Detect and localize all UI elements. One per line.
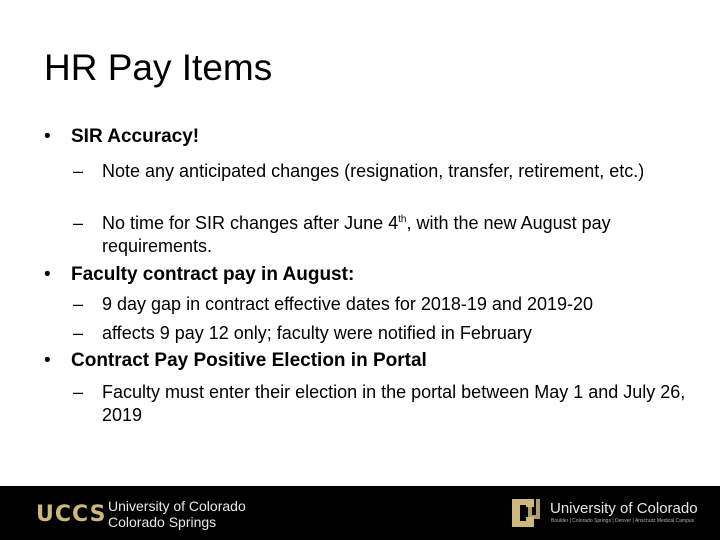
sub-bullet-item (73, 160, 692, 183)
sub-bullet-item (73, 322, 692, 345)
bullet-text: Contract Pay Positive Election in Portal (71, 350, 427, 371)
dash-glyph: – (73, 213, 84, 233)
dash-glyph: – (73, 323, 84, 343)
cu-campuses: Boulder | Colorado Springs | Denver | Anschutz Medical Campus (551, 518, 695, 524)
bullet-item (44, 264, 691, 286)
sub-bullet-text-end: , with the new August pay requirements. (102, 213, 611, 256)
sub-bullet-text: affects 9 pay 12 only; faculty were notified in February (102, 323, 532, 343)
bullet-item (44, 350, 691, 372)
bullet-glyph: • (44, 126, 51, 147)
bullet-glyph: • (44, 264, 51, 285)
footer-bar (0, 486, 720, 540)
bullet-glyph: • (44, 350, 51, 371)
sub-bullet-item (73, 381, 692, 427)
bullet-text: Faculty contract pay in August: (71, 264, 355, 285)
uccs-logo: UCCS (36, 502, 107, 527)
uccs-name-line1: University of Colorado (108, 498, 246, 514)
cu-logo-icon (508, 495, 544, 531)
superscript: th (398, 214, 407, 225)
bullet-item (44, 126, 691, 148)
uccs-name-line2: Colorado Springs (108, 514, 217, 530)
dash-glyph: – (73, 382, 84, 402)
sub-bullet-item (73, 293, 692, 316)
slide-title: HR Pay Items (44, 47, 273, 88)
sub-bullet-text: 9 day gap in contract effective dates for 2018-19 and 2019-20 (102, 294, 594, 314)
sub-bullet-item (73, 212, 692, 258)
sub-bullet-text: Faculty must enter their election in the portal between May 1 and July 26, 2019 (102, 382, 686, 425)
dash-glyph: – (73, 294, 84, 314)
cu-name: University of Colorado (550, 500, 698, 517)
dash-glyph: – (73, 161, 84, 181)
bullet-text: SIR Accuracy! (71, 126, 200, 147)
sub-bullet-text: Note any anticipated changes (resignation, transfer, retirement, etc.) (102, 161, 645, 181)
sub-bullet-text-start: No time for SIR changes after June 4 (102, 213, 399, 233)
